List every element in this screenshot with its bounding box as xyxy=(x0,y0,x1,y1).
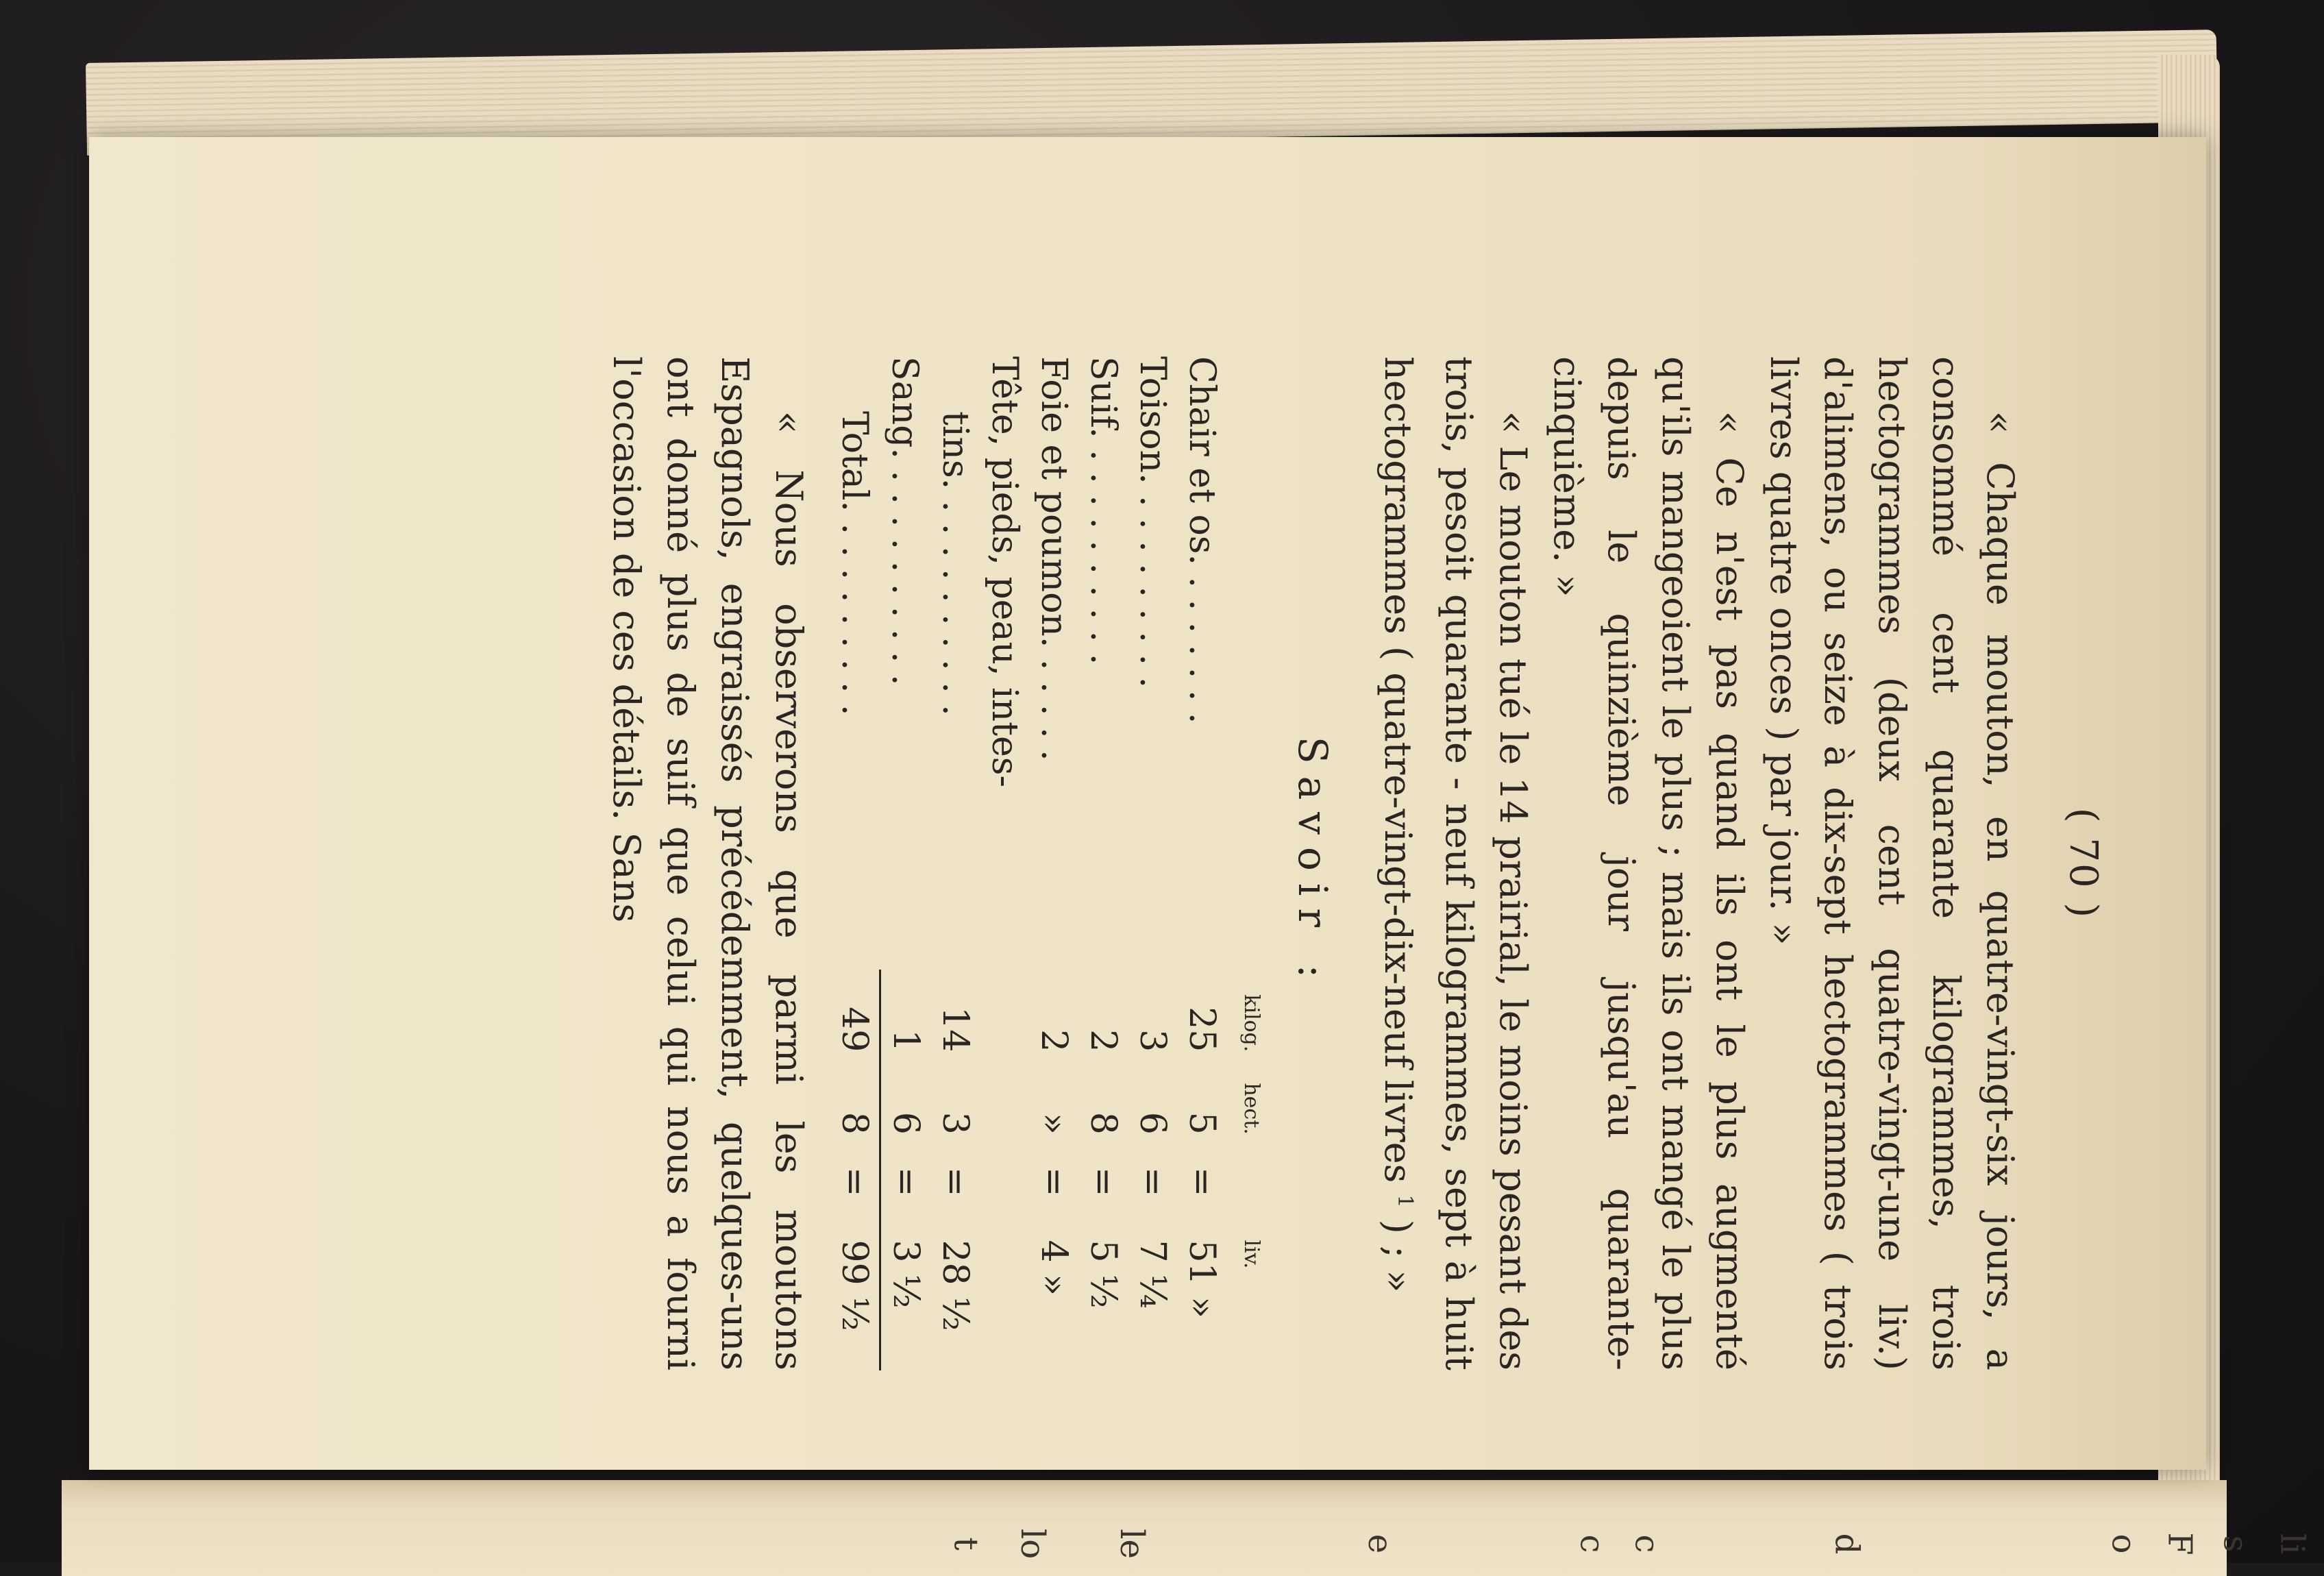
units-row xyxy=(1226,356,1276,1370)
row-hect: 6 xyxy=(1132,1111,1173,1135)
row-eq: = xyxy=(1132,1166,1173,1197)
total-kilog: 49 xyxy=(830,970,880,1052)
table-row xyxy=(880,356,931,1370)
row-liv: 51 » xyxy=(1181,1240,1222,1318)
table-row xyxy=(1029,356,1078,1370)
row-hect xyxy=(980,1052,1029,1134)
weights-table xyxy=(830,356,1276,1370)
paragraph-3-text: « Le mouton tué le 14 prairial, le moins pesant des trois, pesoit quarante - neuf kilogrammes, sept à huit hectogrammes ( quatre-vingt-dix-neuf livres xyxy=(1376,356,1535,1370)
paragraph-2: « Ce n'est pas quand ils ont le plus augmenté qu'ils mangeoient le plus ; mais ils ont mangé le plus depuis le quinzième jour jusqu'au quarante-cinquième. » xyxy=(1546,356,1751,1370)
row-hect: 5 xyxy=(1181,1111,1222,1135)
row-eq: = xyxy=(935,1166,976,1197)
row-label: Tête, pieds, peau, intes- xyxy=(984,356,1025,788)
facing-glyph: c xyxy=(1627,1534,1666,1553)
facing-glyph: le xyxy=(1112,1529,1151,1559)
row-liv xyxy=(980,1229,1029,1370)
facing-glyph: c xyxy=(1572,1534,1611,1553)
row-eq: = xyxy=(885,1166,926,1197)
total-label: Total. . . . . . . . . . xyxy=(834,411,875,716)
row-label: Foie et poumon. . . . . . xyxy=(1033,356,1074,761)
facing-page-text xyxy=(0,1525,2324,1563)
row-hect: » xyxy=(1033,1112,1074,1135)
paragraph-3-end: ) ; » xyxy=(1376,1219,1420,1293)
row-kilog: 14 xyxy=(935,1007,976,1052)
row-label: Chair et os. . . . . . . . xyxy=(1181,356,1222,724)
total-liv: 99 ½ xyxy=(830,1229,880,1370)
facing-glyph: t xyxy=(946,1537,985,1551)
row-liv: 28 ½ xyxy=(935,1240,976,1331)
facing-glyph: li xyxy=(2273,1533,2312,1555)
paragraph-4: « Nous observerons que parmi les moutons Espagnols, engraissés précédemment, quelques-uns ont donné plus de suif que celui qui nous a fourni l'occasion de ces détails. Sans xyxy=(605,356,811,1370)
paragraph-3 xyxy=(1371,356,1540,1370)
table-row xyxy=(1177,356,1226,1370)
row-liv: 5 ½ xyxy=(1083,1240,1124,1309)
page-text xyxy=(599,356,2110,1370)
row-eq: = xyxy=(1181,1166,1222,1197)
row-kilog: 25 xyxy=(1181,1007,1222,1052)
row-liv: 4 » xyxy=(1033,1240,1074,1296)
facing-glyph: lo xyxy=(1013,1528,1052,1560)
row-label: Suif. . . . . . . . . . . xyxy=(1083,356,1124,665)
row-hect: 6 xyxy=(885,1111,926,1135)
facing-glyph: o xyxy=(2104,1534,2143,1554)
row-kilog: 2 xyxy=(1083,1029,1124,1052)
table-row xyxy=(980,356,1029,1370)
row-hect: 8 xyxy=(1083,1111,1124,1135)
unit-liv: liv. xyxy=(1239,1240,1263,1269)
unit-hect: hect. xyxy=(1239,1083,1263,1135)
table-row xyxy=(1078,356,1128,1370)
facing-glyph: d xyxy=(1827,1533,1866,1555)
row-liv: 3 ½ xyxy=(885,1240,926,1309)
total-eq: = xyxy=(830,1135,880,1229)
row-hect: 3 xyxy=(935,1111,976,1135)
row-kilog: 1 xyxy=(885,1029,926,1052)
row-eq: = xyxy=(1083,1166,1124,1197)
section-heading: Savoir : xyxy=(1289,736,1336,991)
row-eq xyxy=(980,1135,1029,1229)
table-row xyxy=(930,356,980,1370)
facing-glyph: s xyxy=(2216,1535,2255,1553)
facing-glyph: e xyxy=(1361,1534,1400,1554)
total-hect: 8 xyxy=(830,1052,880,1134)
unit-kilog: kilog. xyxy=(1239,994,1263,1052)
footnote-marker: 1 xyxy=(1393,1194,1417,1208)
row-eq: = xyxy=(1033,1166,1074,1197)
row-kilog: 2 xyxy=(1033,1029,1074,1052)
total-row xyxy=(830,356,880,1370)
page-number: ( 70 ) xyxy=(2061,807,2105,920)
table-row xyxy=(1128,356,1177,1370)
row-label: Toison. . . . . . . . . . xyxy=(1132,356,1173,689)
row-kilog xyxy=(980,970,1029,1052)
facing-glyph: F xyxy=(2160,1532,2199,1555)
row-kilog: 3 xyxy=(1132,1029,1173,1052)
row-liv: 7 ¼ xyxy=(1132,1240,1173,1309)
row-label: tins. . . . . . . . . . . xyxy=(935,411,976,716)
row-label: Sang. . . . . . . . . . . xyxy=(884,356,926,686)
paragraph-1: « Chaque mouton, en quatre-vingt-six jours, a consommé cent quarante kilogrammes, trois hectogrammes (deux cent quatre-vingt-une liv.) d'alimens, ou seize à dix-sept hectogrammes ( trois livres quatre onces ) par jour. » xyxy=(1762,356,2022,1370)
